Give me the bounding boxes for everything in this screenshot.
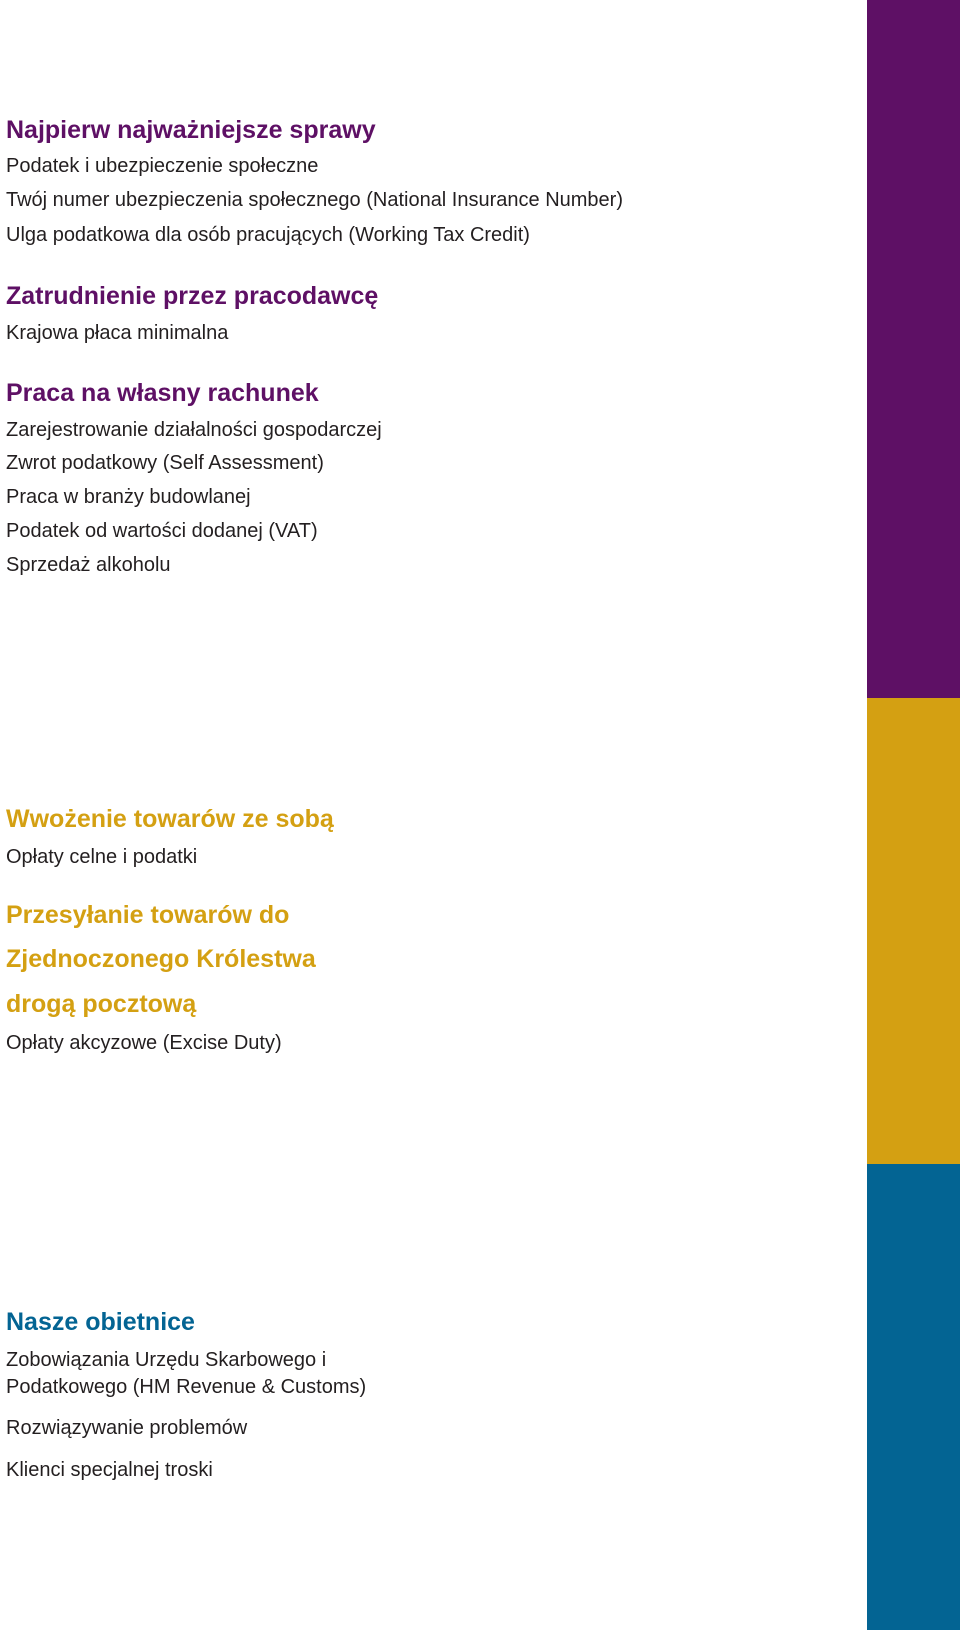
section-heading-sending-goods-line-1: Przesyłanie towarów do bbox=[6, 901, 290, 929]
side-bar-purple bbox=[867, 0, 960, 698]
list-item-excise-duty[interactable]: Opłaty akcyzowe (Excise Duty) bbox=[6, 1032, 282, 1054]
section-heading-our-promises: Nasze obietnice bbox=[6, 1308, 195, 1336]
section-heading-self-employment: Praca na własny rachunek bbox=[6, 379, 319, 407]
list-item-hmrc-commitments-line-2[interactable]: Podatkowego (HM Revenue & Customs) bbox=[6, 1376, 367, 1398]
list-item-hmrc-commitments-line-1[interactable]: Zobowiązania Urzędu Skarbowego i bbox=[6, 1349, 327, 1371]
list-item-register-business[interactable]: Zarejestrowanie działalności gospodarczej bbox=[6, 419, 382, 441]
side-bar-blue bbox=[867, 1164, 960, 1630]
list-item-minimum-wage[interactable]: Krajowa płaca minimalna bbox=[6, 322, 229, 344]
list-item-ni-number[interactable]: Twój numer ubezpieczenia społecznego (National Insurance Number) bbox=[6, 189, 623, 211]
section-heading-bringing-goods: Wwożenie towarów ze sobą bbox=[6, 805, 334, 833]
list-item-construction[interactable]: Praca w branży budowlanej bbox=[6, 486, 251, 508]
list-item-alcohol[interactable]: Sprzedaż alkoholu bbox=[6, 554, 171, 576]
list-item-tax-insurance[interactable]: Podatek i ubezpieczenie społeczne bbox=[6, 155, 319, 177]
section-heading-employment: Zatrudnienie przez pracodawcę bbox=[6, 282, 379, 310]
side-bar-gold bbox=[867, 698, 960, 1164]
list-item-self-assessment[interactable]: Zwrot podatkowy (Self Assessment) bbox=[6, 452, 324, 474]
list-item-customs-duties[interactable]: Opłaty celne i podatki bbox=[6, 846, 198, 868]
section-heading-sending-goods-line-3: drogą pocztową bbox=[6, 990, 197, 1018]
section-heading-sending-goods-line-2: Zjednoczonego Królestwa bbox=[6, 945, 316, 973]
section-heading-first-things: Najpierw najważniejsze sprawy bbox=[6, 116, 376, 144]
list-item-vat[interactable]: Podatek od wartości dodanej (VAT) bbox=[6, 520, 318, 542]
list-item-working-tax-credit[interactable]: Ulga podatkowa dla osób pracujących (Working Tax Credit) bbox=[6, 224, 530, 246]
list-item-problem-solving[interactable]: Rozwiązywanie problemów bbox=[6, 1417, 248, 1439]
list-item-special-needs[interactable]: Klienci specjalnej troski bbox=[6, 1459, 213, 1481]
